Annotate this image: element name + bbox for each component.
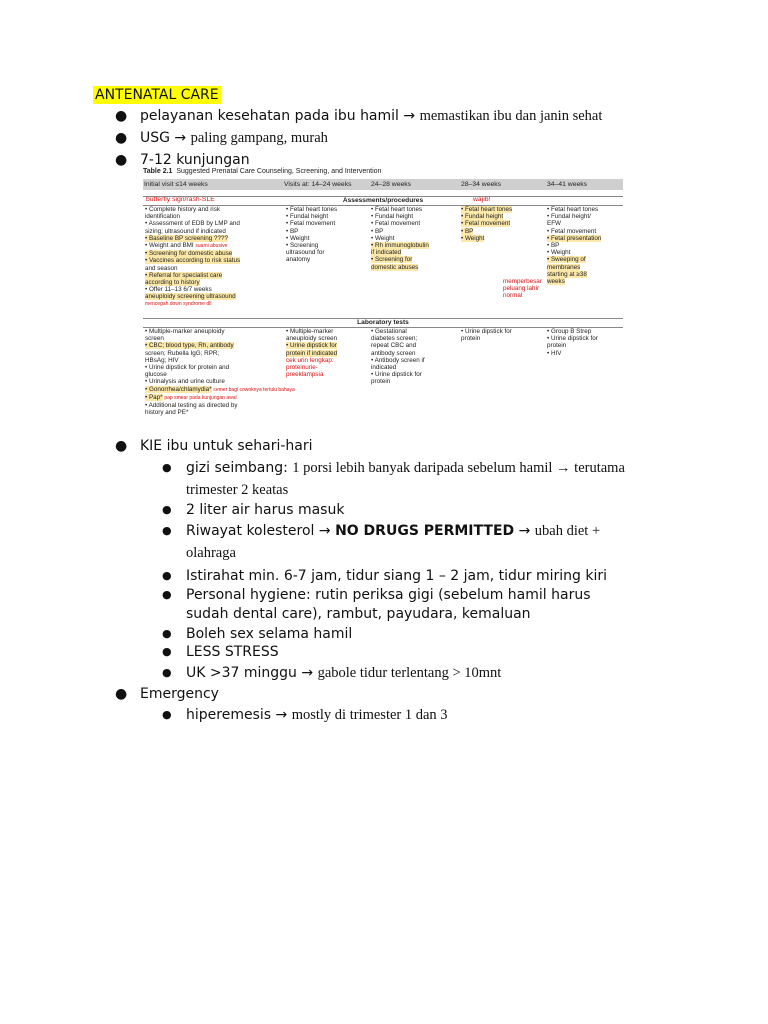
bullet-icon: ●: [162, 645, 172, 658]
bullet-text: 7-12 kunjungan: [140, 152, 250, 168]
annotation-note: wajib!: [473, 196, 491, 203]
table-col-14-24-lab: • Multiple-marker aneuploidy screen • Urine dipstick for protein if indicated cek urin lengkap: proteinurie- preeklampsia: [286, 328, 338, 379]
bullet-icon: ●: [115, 438, 128, 454]
bullet-item: [115, 128, 715, 148]
sub-bullet-item: ● gizi seimbang: 1 porsi lebih banyak daripada sebelum hamil → terutama trimester 2 keatas: [162, 460, 625, 498]
bullet-icon: ●: [162, 461, 172, 474]
bullet-icon: ●: [162, 666, 172, 679]
header-cell: Initial visit ≤14 weeks: [144, 181, 208, 188]
bullet-icon: ●: [162, 627, 172, 640]
bullet-item: [115, 150, 715, 170]
sub-bullet-item: ● UK >37 minggu → gabole tidur terlentang > 10mnt: [162, 665, 502, 681]
sub-bullet-item: ● 2 liter air harus masuk: [162, 502, 345, 518]
table-col-initial-lab: • Multiple-marker aneuploidy screen • CBC; blood type, Rh, antibody screen; Rubella IgG; RPR; HBsAg; HIV • Urine dipstick for protein and glucose • Urinalysis and urine culture • Gonorrhea/chlamydia* cemer bagi cowoknya tertulu bahaya • Pap* pap smear pada kunjungan awal • Additional testing as directed by history and PE*: [145, 328, 295, 417]
annotation-note: memperbesar peluang lahir normal: [503, 278, 542, 300]
bullet-text-serif: memastikan ibu dan janin sehat: [419, 108, 603, 124]
prenatal-care-table: [143, 168, 623, 430]
page-title: ANTENATAL CARE: [95, 87, 219, 103]
bullet-icon: ●: [115, 108, 128, 124]
bullet-icon: ●: [115, 130, 128, 146]
table-caption: Table 2.1 Suggested Prenatal Care Counseling, Screening, and Intervention: [143, 168, 382, 175]
sub-bullet-item: ● Istirahat min. 6-7 jam, tidur siang 1 – 2 jam, tidur miring kiri: [162, 568, 608, 584]
table-col-34-41-lab: • Group B Strep • Urine dipstick for protein • HIV: [547, 328, 598, 357]
bullet-icon: ●: [162, 588, 172, 601]
table-header: [143, 179, 623, 190]
table-col-34-41-assess: • Fetal heart tones • Fundal height/ EFW • Fetal movement • Fetal presentation • BP • Weight • Sweeping of membranes starting at ≥38 weeks: [547, 206, 602, 286]
sub-bullet-item: ● Boleh sex selama hamil: [162, 626, 353, 642]
table-col-28-34-assess: • Fetal heart tones • Fundal height • Fetal movement • BP • Weight: [461, 206, 513, 242]
section-header: Assessments/procedures: [143, 196, 623, 206]
header-cell: 28–34 weeks: [461, 181, 502, 188]
header-cell: Visits at: 14–24 weeks: [284, 181, 352, 188]
section-label: Emergency: [140, 686, 219, 702]
bullet-icon: ●: [115, 152, 128, 168]
section-header: Laboratory tests: [143, 318, 623, 328]
bullet-item: [115, 684, 715, 704]
sub-bullet-item: ● hiperemesis → mostly di trimester 1 dan 3: [162, 707, 448, 723]
header-cell: 34–41 weeks: [547, 181, 588, 188]
bullet-text: pelayanan kesehatan pada ibu hamil →: [140, 108, 420, 124]
table-col-24-28-lab: • Gestational diabetes screen; repeat CBC and antibody screen • Antibody screen if indicated • Urine dipstick for protein: [371, 328, 425, 386]
bullet-icon: ●: [162, 503, 172, 516]
sub-bullet-item: ● Personal hygiene: rutin periksa gigi (sebelum hamil harus sudah dental care), rambut, payudara, kemaluan: [162, 587, 591, 622]
table-col-initial-assess: • Complete history and risk identification • Assessment of EDB by LMP and sizing; ultrasound if indicated • Baseline BP screening ???? • Weight and BMI suami abusive • Screening for domestic abuse • Vaccines according to risk status and season • Referral for specialist care according to history • Offer 11–13 6/7 weeks aneuploidy screening ultrasound mencegah down syndrome dll: [145, 206, 241, 307]
bullet-icon: ●: [115, 686, 128, 702]
annotation-note: butterfly sign/rash-SLE: [146, 196, 215, 203]
table-col-14-24-assess: • Fetal heart tones • Fundal height • Fetal movement • BP • Weight • Screening ultrasound for anatomy: [286, 206, 338, 264]
bullet-text: USG →: [140, 130, 191, 146]
bullet-item: [115, 436, 715, 456]
bullet-text-serif: paling gampang, murah: [190, 130, 328, 146]
header-cell: 24–28 weeks: [371, 181, 412, 188]
table-col-28-34-lab: • Urine dipstick for protein: [461, 328, 512, 343]
section-label: KIE ibu untuk sehari-hari: [140, 438, 313, 454]
bullet-icon: ●: [162, 569, 172, 582]
table-col-24-28-assess: • Fetal heart tones • Fundal height • Fetal movement • BP • Weight • Rh immunoglobulin if indicated • Screening for domestic abuses: [371, 206, 429, 271]
bullet-icon: ●: [162, 524, 172, 537]
sub-bullet-item: ● LESS STRESS: [162, 644, 279, 660]
sub-bullet-item: ● Riwayat kolesterol → NO DRUGS PERMITTED → ubah diet + olahraga: [162, 523, 601, 561]
bullet-icon: ●: [162, 708, 172, 721]
bullet-item: [115, 106, 715, 126]
